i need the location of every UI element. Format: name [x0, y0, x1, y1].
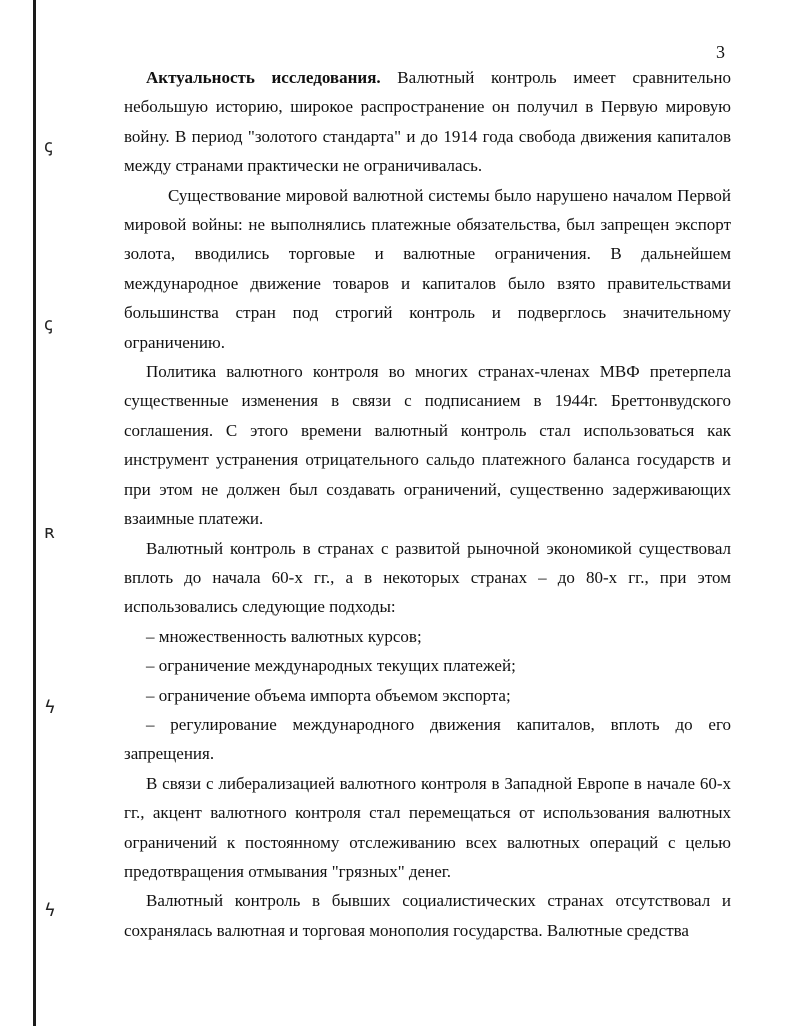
paragraph-relevance: Актуальность исследования. Валютный контроль имеет сравнительно небольшую историю, широкое распространение он получил в Первую мировую войну. В период "золотого стандарта" и до 1914 года свобода движения капиталов между странами практически не ограничивалась.	[124, 68, 731, 176]
scan-left-border	[33, 0, 36, 1026]
margin-mark-icon: ꞔ	[44, 314, 53, 335]
page-number: 3	[716, 42, 725, 62]
list-item: – множественность валютных курсов;	[146, 626, 422, 646]
paragraph: Валютный контроль в странах с развитой рыночной экономикой существовал вплоть до начала 60-х гг., а в некоторых странах – до 80-х гг., при этом использовались следующие подходы:	[124, 538, 731, 617]
paragraph: Валютный контроль в бывших социалистических странах отсутствовал и сохранялась валютная и торговая монополия государства. Валютные средства	[124, 891, 731, 940]
list-item: – регулирование международного движения капиталов, вплоть до его запрещения.	[124, 714, 731, 764]
paragraph: Политика валютного контроля во многих странах-членах МВФ претерпела существенные изменения в связи с подписанием в 1944г. Бреттонвудского соглашения. С этого времени валютный контроль стал использоваться как инструмент устранения отрицательного сальдо платежного баланса государств и при этом не должен был создавать ограничений, существенно задерживающих взаимные платежи.	[124, 362, 731, 529]
margin-mark-icon: ϟ	[44, 697, 56, 718]
paragraph: В связи с либерализацией валютного контроля в Западной Европе в начале 60-х гг., акцент валютного контроля стал перемещаться от использования валютных ограничений к постоянному отслеживанию всех валютных операций с целью предотвращения отмывания "грязных" денег.	[124, 773, 731, 881]
document-body	[124, 63, 731, 945]
margin-mark-icon: ϟ	[44, 900, 56, 921]
section-heading: Актуальность исследования.	[146, 68, 381, 87]
list-item: – ограничение международных текущих платежей;	[146, 656, 516, 676]
margin-mark-icon: ʀ	[44, 522, 55, 543]
list-item: – ограничение объема импорта объемом экспорта;	[146, 685, 511, 705]
paragraph: Существование мировой валютной системы было нарушено началом Первой мировой войны: не выполнялись платежные обязательства, был запрещен экспорт золота, вводились торговые и валютные ограничения. В дальнейшем международное движение товаров и капиталов было взято правительствами большинства стран под строгий контроль и подверглось значительному ограничению.	[124, 185, 731, 352]
margin-mark-icon: ꞔ	[44, 136, 53, 157]
